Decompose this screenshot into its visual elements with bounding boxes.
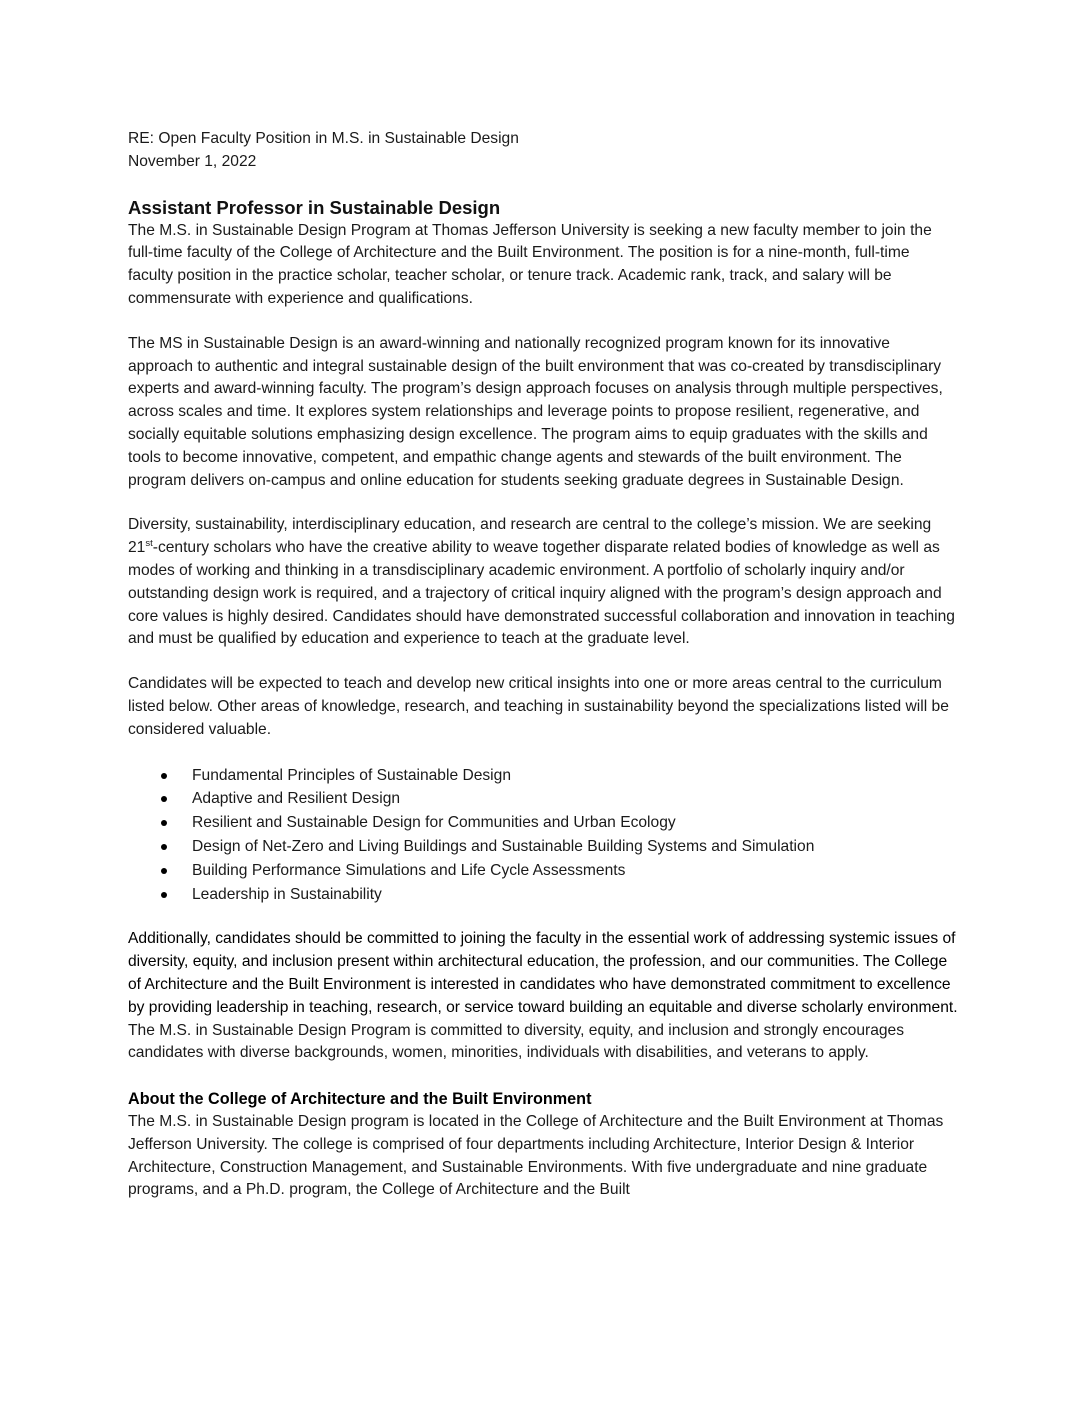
list-item [128,883,958,907]
list-item [128,811,958,835]
paragraph-mission [128,514,958,651]
list-item-text: Leadership in Sustainability [192,885,382,903]
bullet-icon [161,844,167,850]
mission-text-end: -century scholars who have the creative ability to weave together disparate related bodies of knowledge as well as modes of working and thinking in a transdisciplinary academic environment. A portfolio of scholarly inquiry and/or outstanding design work is required, and a trajectory of critical inquiry aligned with the program’s design approach and core values is highly desired. Candidates should have demonstrated successful collaboration and innovation in teaching and must be qualified by education and experience to teach at the graduate level. [128,539,955,648]
paragraph-diversity [128,928,958,1065]
paragraph-program: The MS in Sustainable Design is an award-winning and nationally recognized program known for its innovative approach to authentic and integral sustainable design of the built environment that was co-created by transdisciplinary experts and award-winning faculty. The program’s design approach focuses on analysis through multiple perspectives, across scales and time. It explores system relationships and leverage points to propose resilient, regenerative, and socially equitable solutions emphasizing design excellence. The program aims to equip graduates with the skills and tools to become innovative, competent, and empathic change agents and stewards of the built environment. The program delivers on-campus and online education for students seeking graduate degrees in Sustainable Design. [128,334,943,489]
paragraph-about: The M.S. in Sustainable Design program is located in the College of Architecture and the Built Environment at Thomas Jefferson University. The college is comprised of four departments including Architecture, Interior Design & Interior Architecture, Construction Management, and Sustainable Environments. With five undergraduate and nine graduate programs, and a Ph.D. program, the College of Architecture and the Built [128,1113,944,1199]
mission-text-start: Diversity, sustainability, interdisciplinary education, and research are central to the college’s mission. We are seeking 21 [128,516,932,557]
letter-date: November 1, 2022 [128,152,257,170]
re-line: RE: Open Faculty Position in M.S. in Sustainable Design [128,130,519,147]
diversity-encouragement-text: The M.S. in Sustainable Design Program is committed to diversity, equity, and inclusion and strongly encourages candidates with diverse backgrounds, women, minorities, individuals with disabilities, and veterans to apply. [128,1021,905,1062]
list-item-text: Building Performance Simulations and Life Cycle Assessments [192,861,626,879]
curriculum-list [128,764,958,907]
list-item [128,764,958,788]
bullet-icon [161,820,167,826]
position-title: Assistant Professor in Sustainable Design [128,196,501,218]
list-item [128,859,958,883]
list-item-text: Fundamental Principles of Sustainable Design [192,766,511,784]
bullet-icon [161,892,167,898]
document-body [128,128,958,1202]
paragraph-intro: The M.S. in Sustainable Design Program at Thomas Jefferson University is seeking a new faculty member to join the full-time faculty of the College of Architecture and the Built Environment. The position is for a nine-month, full-time faculty position in the practice scholar, teacher scholar, or tenure track. Academic rank, track, and salary will be commensurate with experience and qualifications. [128,221,932,307]
list-item [128,835,958,859]
bullet-icon [161,773,167,779]
list-item-text: Resilient and Sustainable Design for Communities and Urban Ecology [192,814,676,832]
about-heading: About the College of Architecture and the Built Environment [128,1090,592,1109]
diversity-commitment-text: Additionally, candidates should be committed to joining the faculty in the essential work of addressing systemic issues of diversity, equity, and inclusion present within architectural education, the profession, and our communities. The College of Architecture and the Built Environment is interested in candidates who have demonstrated commitment to excellence by providing leadership in teaching, research, or service toward building an equitable and diverse scholarly environment. [128,930,958,1016]
list-item-text: Adaptive and Resilient Design [192,790,401,808]
ordinal-suffix: st [145,538,153,550]
paragraph-expectations: Candidates will be expected to teach and develop new critical insights into one or more areas central to the curriculum listed below. Other areas of knowledge, research, and teaching in sustainability beyond the specializations listed will be considered valuable. [128,675,949,738]
list-item [128,787,958,811]
bullet-icon [161,796,167,802]
list-item-text: Design of Net-Zero and Living Buildings and Sustainable Building Systems and Simulation [192,837,815,855]
bullet-icon [161,868,167,874]
